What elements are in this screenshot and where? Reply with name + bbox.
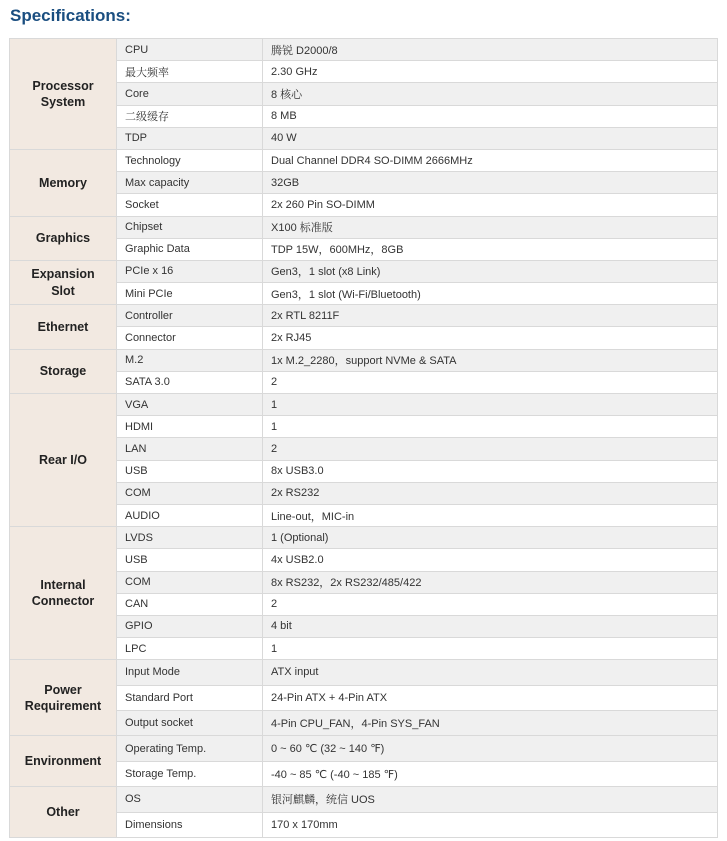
attribute-cell: CPU xyxy=(117,39,263,61)
table-row xyxy=(10,787,718,812)
value-cell: -40 ~ 85 ℃ (-40 ~ 185 ℉) xyxy=(263,761,718,786)
attribute-cell: Max capacity xyxy=(117,172,263,194)
category-cell: Memory xyxy=(10,149,117,216)
table-row xyxy=(10,416,718,438)
value-cell: 2x 260 Pin SO-DIMM xyxy=(263,194,718,216)
table-row xyxy=(10,283,718,305)
table-row xyxy=(10,127,718,149)
attribute-cell: M.2 xyxy=(117,349,263,371)
attribute-cell: TDP xyxy=(117,127,263,149)
category-cell: Rear I/O xyxy=(10,394,117,527)
attribute-cell: SATA 3.0 xyxy=(117,371,263,393)
specifications-table xyxy=(9,38,718,838)
category-cell: Other xyxy=(10,787,117,838)
table-row xyxy=(10,172,718,194)
value-cell: 8 MB xyxy=(263,105,718,127)
table-row xyxy=(10,460,718,482)
attribute-cell: Technology xyxy=(117,149,263,171)
attribute-cell: Core xyxy=(117,83,263,105)
table-row xyxy=(10,571,718,593)
page-title: Specifications: xyxy=(10,6,131,25)
table-row xyxy=(10,482,718,504)
table-row xyxy=(10,216,718,238)
value-cell: 2.30 GHz xyxy=(263,61,718,83)
table-row xyxy=(10,194,718,216)
attribute-cell: PCIe x 16 xyxy=(117,260,263,282)
value-cell: 1 xyxy=(263,394,718,416)
value-cell: 170 x 170mm xyxy=(263,812,718,837)
table-row xyxy=(10,638,718,660)
attribute-cell: Chipset xyxy=(117,216,263,238)
table-row xyxy=(10,305,718,327)
value-cell: 2x RJ45 xyxy=(263,327,718,349)
attribute-cell: VGA xyxy=(117,394,263,416)
table-row xyxy=(10,504,718,526)
table-row xyxy=(10,238,718,260)
value-cell: 2x RTL 8211F xyxy=(263,305,718,327)
attribute-cell: 最大频率 xyxy=(117,61,263,83)
table-row xyxy=(10,327,718,349)
attribute-cell: OS xyxy=(117,787,263,812)
table-row xyxy=(10,685,718,710)
category-cell: Internal Connector xyxy=(10,527,117,660)
table-row xyxy=(10,394,718,416)
table-row xyxy=(10,593,718,615)
table-row xyxy=(10,527,718,549)
table-row xyxy=(10,83,718,105)
value-cell: 银河麒麟，统信 UOS xyxy=(263,787,718,812)
attribute-cell: HDMI xyxy=(117,416,263,438)
category-cell: Processor System xyxy=(10,39,117,150)
value-cell: 8 核心 xyxy=(263,83,718,105)
value-cell: 2 xyxy=(263,438,718,460)
attribute-cell: Controller xyxy=(117,305,263,327)
category-cell: Expansion Slot xyxy=(10,260,117,304)
value-cell: 32GB xyxy=(263,172,718,194)
table-row xyxy=(10,660,718,685)
value-cell: 2 xyxy=(263,593,718,615)
table-row xyxy=(10,438,718,460)
category-cell: Environment xyxy=(10,736,117,787)
attribute-cell: Output socket xyxy=(117,711,263,736)
value-cell: 8x RS232，2x RS232/485/422 xyxy=(263,571,718,593)
table-row xyxy=(10,812,718,837)
attribute-cell: LVDS xyxy=(117,527,263,549)
table-row xyxy=(10,549,718,571)
table-row xyxy=(10,149,718,171)
value-cell: ATX input xyxy=(263,660,718,685)
attribute-cell: Operating Temp. xyxy=(117,736,263,761)
attribute-cell: Graphic Data xyxy=(117,238,263,260)
attribute-cell: LPC xyxy=(117,638,263,660)
attribute-cell: Mini PCIe xyxy=(117,283,263,305)
value-cell: 2 xyxy=(263,371,718,393)
attribute-cell: Input Mode xyxy=(117,660,263,685)
table-row xyxy=(10,105,718,127)
attribute-cell: COM xyxy=(117,571,263,593)
value-cell: 4x USB2.0 xyxy=(263,549,718,571)
attribute-cell: Standard Port xyxy=(117,685,263,710)
value-cell: TDP 15W，600MHz，8GB xyxy=(263,238,718,260)
attribute-cell: USB xyxy=(117,549,263,571)
value-cell: Dual Channel DDR4 SO-DIMM 2666MHz xyxy=(263,149,718,171)
attribute-cell: AUDIO xyxy=(117,504,263,526)
value-cell: 1 xyxy=(263,638,718,660)
table-row xyxy=(10,260,718,282)
table-row xyxy=(10,761,718,786)
attribute-cell: COM xyxy=(117,482,263,504)
attribute-cell: 二级缓存 xyxy=(117,105,263,127)
attribute-cell: Dimensions xyxy=(117,812,263,837)
value-cell: Gen3，1 slot (x8 Link) xyxy=(263,260,718,282)
table-row xyxy=(10,349,718,371)
attribute-cell: Storage Temp. xyxy=(117,761,263,786)
attribute-cell: LAN xyxy=(117,438,263,460)
value-cell: X100 标准版 xyxy=(263,216,718,238)
attribute-cell: USB xyxy=(117,460,263,482)
value-cell: 1x M.2_2280，support NVMe & SATA xyxy=(263,349,718,371)
value-cell: Gen3，1 slot (Wi-Fi/Bluetooth) xyxy=(263,283,718,305)
table-row xyxy=(10,615,718,637)
category-cell: Graphics xyxy=(10,216,117,260)
value-cell: 4 bit xyxy=(263,615,718,637)
attribute-cell: Socket xyxy=(117,194,263,216)
table-row xyxy=(10,371,718,393)
value-cell: 1 xyxy=(263,416,718,438)
value-cell: Line-out，MIC-in xyxy=(263,504,718,526)
table-row xyxy=(10,711,718,736)
value-cell: 0 ~ 60 ℃ (32 ~ 140 ℉) xyxy=(263,736,718,761)
spec-table-tbody xyxy=(10,39,718,838)
value-cell: 8x USB3.0 xyxy=(263,460,718,482)
value-cell: 4-Pin CPU_FAN，4-Pin SYS_FAN xyxy=(263,711,718,736)
attribute-cell: CAN xyxy=(117,593,263,615)
category-cell: Ethernet xyxy=(10,305,117,349)
category-cell: Power Requirement xyxy=(10,660,117,736)
value-cell: 24-Pin ATX + 4-Pin ATX xyxy=(263,685,718,710)
value-cell: 1 (Optional) xyxy=(263,527,718,549)
attribute-cell: GPIO xyxy=(117,615,263,637)
value-cell: 2x RS232 xyxy=(263,482,718,504)
table-row xyxy=(10,736,718,761)
value-cell: 腾锐 D2000/8 xyxy=(263,39,718,61)
table-row xyxy=(10,39,718,61)
table-row xyxy=(10,61,718,83)
category-cell: Storage xyxy=(10,349,117,393)
attribute-cell: Connector xyxy=(117,327,263,349)
value-cell: 40 W xyxy=(263,127,718,149)
